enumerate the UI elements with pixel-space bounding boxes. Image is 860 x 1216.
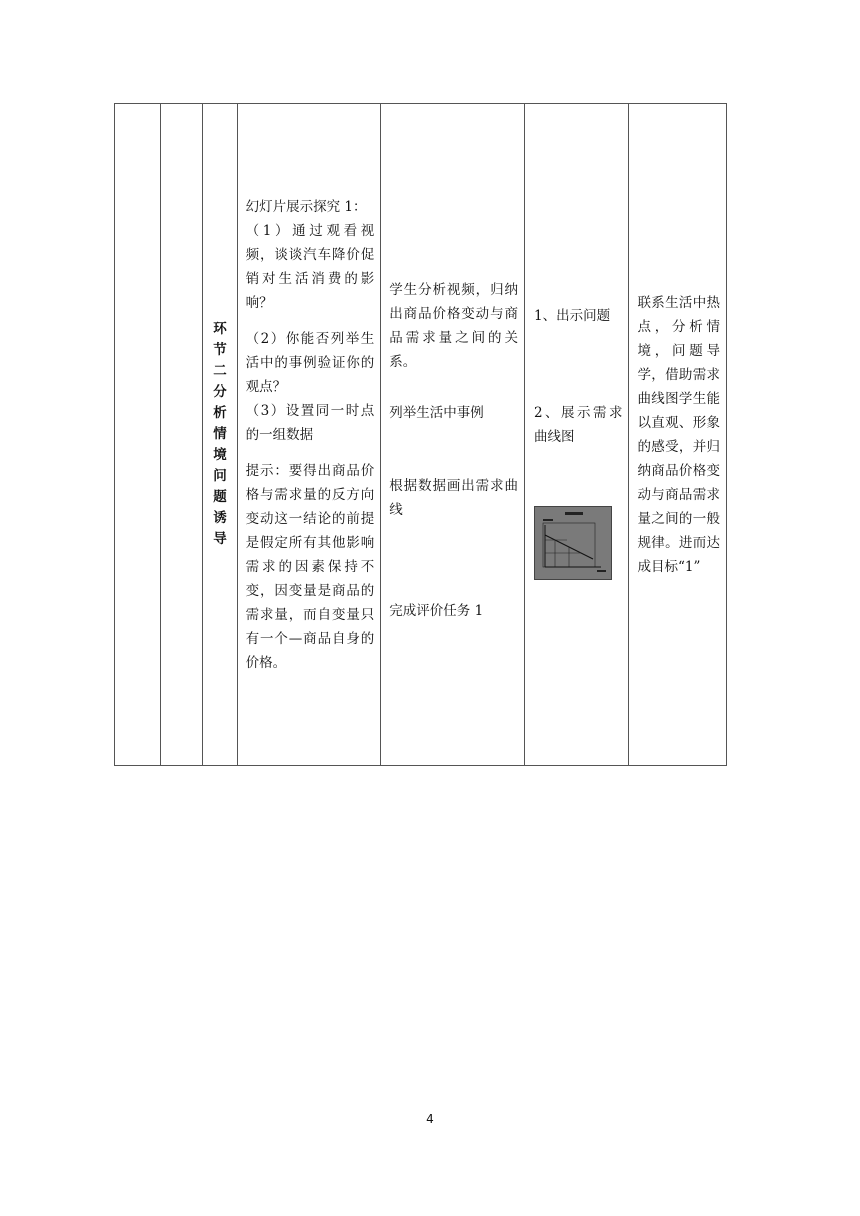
- design-intent-cell: [629, 104, 727, 766]
- stage-label: [203, 319, 236, 550]
- stage-label-char: 分: [213, 384, 227, 400]
- teacher-activity-cell: [237, 104, 381, 766]
- stage-label-char: 环: [213, 321, 227, 337]
- student-activity-3: 根据数据画出需求曲线: [389, 478, 518, 518]
- stage-label-char: 二: [213, 363, 227, 379]
- teacher-intro: 幻灯片展示探究 1：: [245, 198, 367, 215]
- student-activity-2: 列举生活中事例: [389, 405, 484, 421]
- empty-cell-1: [115, 104, 161, 766]
- media-item-2: 2、展示需求曲线图: [533, 405, 623, 445]
- media-item-1: 1、出示问题: [533, 308, 611, 324]
- stage-cell: [203, 104, 237, 766]
- stage-label-char: 诱: [213, 510, 227, 526]
- stage-label-char: 情: [213, 426, 227, 442]
- question-2: （2）你能否列举生活中的事例验证你的观点？: [245, 330, 375, 395]
- lesson-plan-table: [114, 103, 727, 766]
- student-activity-4: 完成评价任务 1: [389, 603, 484, 619]
- teacher-hint: 提示：要得出商品价格与需求量的反方向变动这一结论的前提是假定所有其他影响需求的因素保持不变，因变量是商品的需求量，而自变量只有一个—商品自身的价格。: [245, 462, 375, 671]
- page-number: 4: [426, 1112, 434, 1126]
- stage-label-char: 导: [213, 531, 227, 547]
- media-cell: [524, 104, 629, 766]
- empty-cell-2: [161, 104, 203, 766]
- table-row: [115, 104, 727, 766]
- stage-label-char: 节: [213, 342, 227, 358]
- stage-label-char: 问: [213, 468, 227, 484]
- stage-label-char: 析: [213, 405, 227, 421]
- question-1: （1）通过观看视频，谈谈汽车降价促销对生活消费的影响？: [245, 222, 375, 311]
- demand-curve-chart-thumbnail: [534, 506, 612, 580]
- student-activity-cell: [381, 104, 525, 766]
- question-3: （3）设置同一时点的一组数据: [245, 402, 375, 443]
- stage-label-char: 题: [213, 489, 227, 505]
- design-intent-text: 联系生活中热点，分析情境，问题导学，借助需求曲线图学生能以直观、形象的感受，并归纳商品价格变动与商品需求量之间的一般规律。进而达成目标“1”: [637, 294, 720, 575]
- stage-label-char: 境: [213, 447, 227, 463]
- student-activity-1: 学生分析视频，归纳出商品价格变动与商品需求量之间的关系。: [389, 282, 518, 370]
